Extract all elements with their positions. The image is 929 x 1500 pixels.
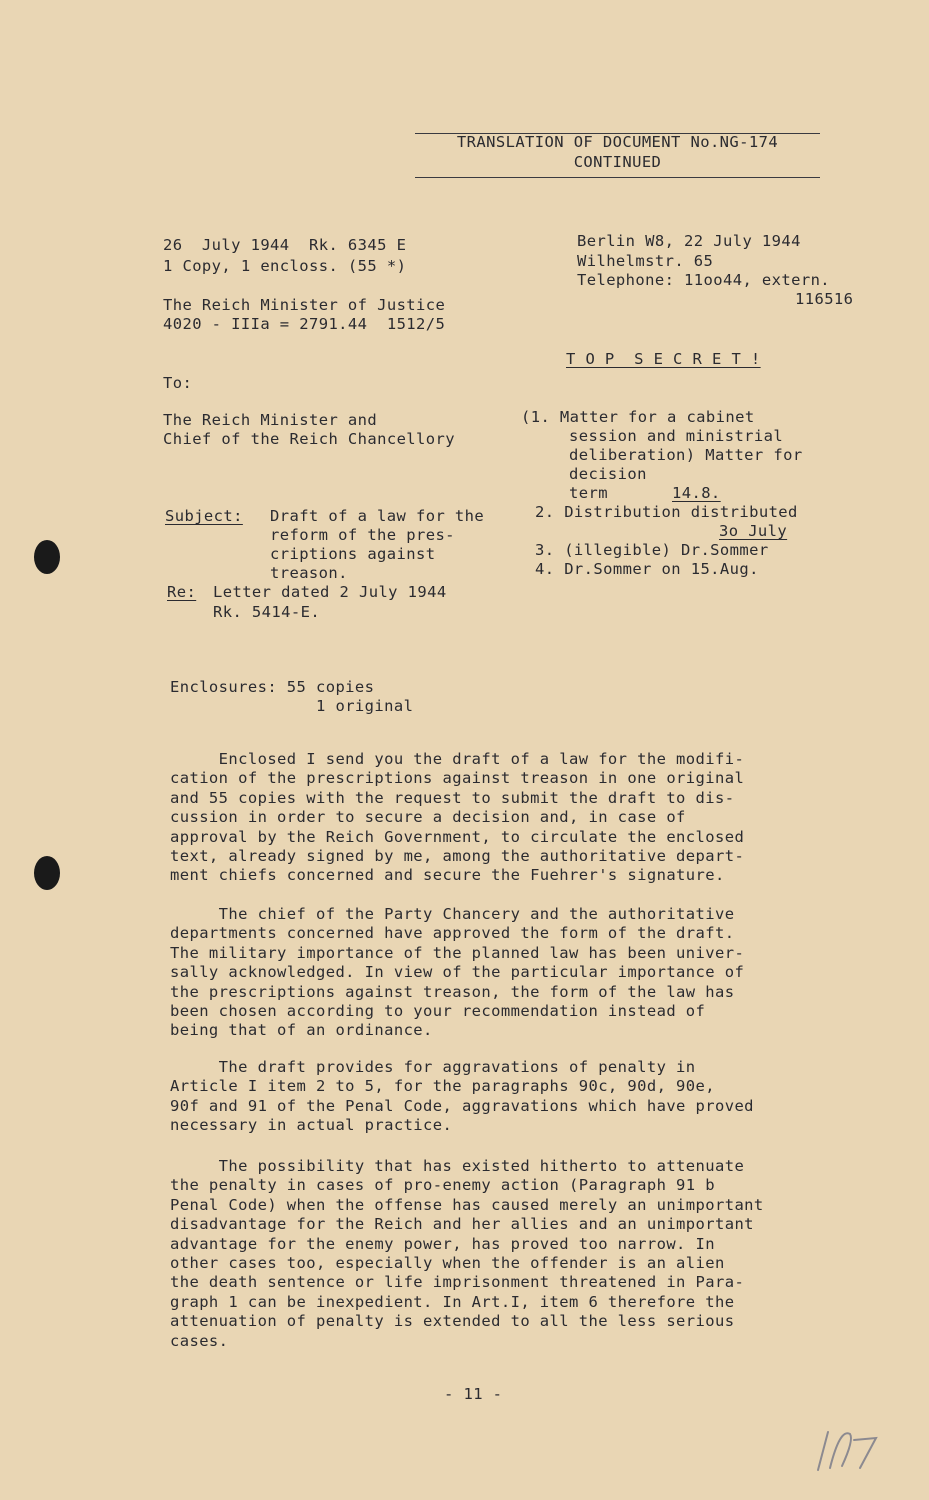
enclosures-line1: Enclosures: 55 copies <box>170 678 375 696</box>
telephone-extension: 116516 <box>795 290 854 308</box>
reference-line: 26 July 1944 Rk. 6345 E <box>163 236 407 254</box>
header-continued: CONTINUED <box>573 152 662 171</box>
enclosures-line2: 1 original <box>316 697 414 715</box>
re-line2: Rk. 5414-E. <box>213 603 321 621</box>
sender-title: The Reich Minister of Justice <box>163 296 446 314</box>
subject-line2: reform of the pres- <box>270 526 455 544</box>
punch-hole-bottom <box>34 856 60 890</box>
page-number: - 11 - <box>444 1385 503 1403</box>
street-address: Wilhelmstr. 65 <box>577 252 714 270</box>
paragraph-4: The possibility that has existed hitherto to attenuate the penalty in cases of pro-enemy action (Paragraph 91 b Penal Code) when the offense has caused merely an unimportant disadvantage for the Reich and her allies and an unimportant advantage for the enemy power, has proved too narrow. In other cases too, especially when the offender is an alien the death sentence or life imprisonment threatened in Para- graph 1 can be inexpedient. In Art.I, item 6 therefore the attenuation of penalty is extended to all the less serious cases. <box>170 1157 764 1350</box>
subject-label: Subject: <box>165 507 243 525</box>
header-bottom-rule <box>415 177 820 178</box>
subject-line1: Draft of a law for the <box>270 507 485 525</box>
sender-reference: 4020 - IIIa = 2791.44 1512/5 <box>163 315 446 333</box>
note-1a: (1. Matter for a cabinet <box>521 408 755 426</box>
top-secret-label: T O P S E C R E T ! <box>566 350 761 368</box>
place-date: Berlin W8, 22 July 1944 <box>577 232 801 250</box>
copy-line: 1 Copy, 1 encloss. (55 *) <box>163 257 407 275</box>
re-line1: Letter dated 2 July 1944 <box>213 583 447 601</box>
subject-line3: criptions against <box>270 545 436 563</box>
paragraph-2: The chief of the Party Chancery and the authoritative departments concerned have approved the form of the draft. The military importance of the planned law has been univer- sally acknowledged. In view of the particular importance of the prescriptions against treason, the form of the law has been chosen according to your recommendation instead of being that of an ordinance. <box>170 905 745 1040</box>
note-1e-value: 14.8. <box>672 484 721 502</box>
note-2b: 3o July <box>719 522 788 540</box>
note-1d: decision <box>569 465 647 483</box>
punch-hole-top <box>34 540 60 574</box>
re-label: Re: <box>167 583 197 601</box>
note-1c: deliberation) Matter for <box>569 446 803 464</box>
telephone: Telephone: 11oo44, extern. <box>577 271 831 289</box>
header-title: TRANSLATION OF DOCUMENT No.NG-174 <box>456 133 779 151</box>
paragraph-3: The draft provides for aggravations of penalty in Article I item 2 to 5, for the paragraphs 90c, 90d, 90e, 90f and 91 of the Penal Code, aggravations which have proved necessary in actual practice. <box>170 1058 754 1135</box>
paragraph-1: Enclosed I send you the draft of a law for the modifi- cation of the prescriptions against treason in one original and 55 copies with the request to submit the draft to dis- cussion in order to secure a decision and, in case of approval by the Reich Government, to circulate the enclosed text, already signed by me, among the authoritative depart- ment chiefs concerned and secure the Fuehrer's signature. <box>170 750 745 885</box>
note-2a: 2. Distribution distributed <box>535 503 798 521</box>
addressee-line1: The Reich Minister and <box>163 411 378 429</box>
note-4: 4. Dr.Sommer on 15.Aug. <box>535 560 759 578</box>
note-1b: session and ministrial <box>569 427 784 445</box>
to-label: To: <box>163 374 193 392</box>
document-header <box>415 133 820 172</box>
handwritten-folio-number <box>810 1420 890 1480</box>
note-3: 3. (illegible) Dr.Sommer <box>535 541 769 559</box>
note-1e: term <box>569 484 608 502</box>
addressee-line2: Chief of the Reich Chancellory <box>163 430 455 448</box>
subject-line4: treason. <box>270 564 348 582</box>
